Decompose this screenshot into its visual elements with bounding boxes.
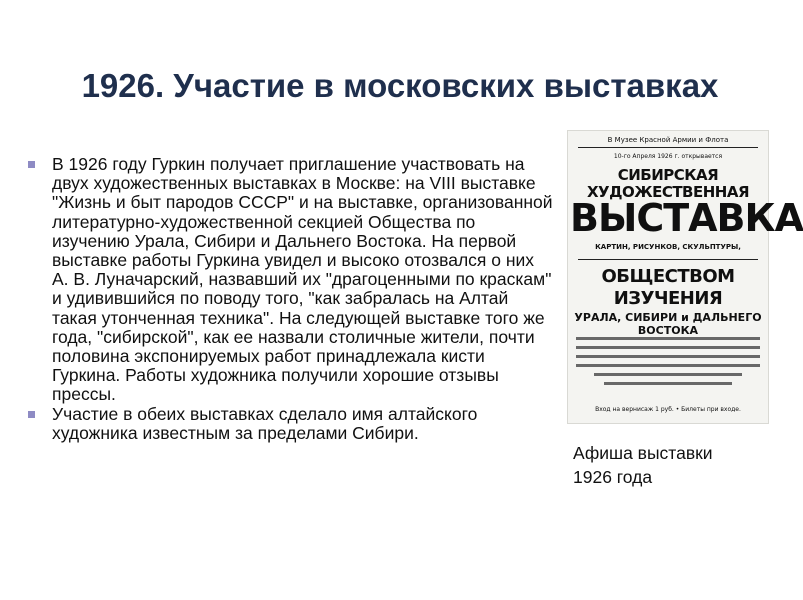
poster-caption-text: Афиша выставки 1926 года [573,443,713,487]
bullet-item [28,155,553,405]
poster-subline-1: КАРТИН, РИСУНКОВ, СКУЛЬПТУРЫ, [595,243,741,251]
poster-header: В Музее Красной Армии и Флота [607,136,729,144]
poster-subline-2: УРАЛА, СИБИРИ и ДАЛЬНЕГО ВОСТОКА [574,311,762,337]
bullet-square-icon [28,161,35,168]
poster-text-line [576,337,760,340]
poster-rule [578,147,758,148]
bullet-square-icon [28,411,35,418]
exhibition-poster-image [567,130,803,424]
poster-text-line [576,346,760,349]
poster-text-line [576,364,760,367]
poster-headline-1: СИБИРСКАЯ ХУДОЖЕСТВЕННАЯ [586,166,750,201]
poster-text-line [576,355,760,358]
poster-headline-3: ОБЩЕСТВОМ ИЗУЧЕНИЯ [601,266,735,309]
poster-rule [578,259,758,260]
poster-headline-2: ВЫСТАВКА [570,196,803,240]
slide-title: 1926. Участие в московских выставках [81,67,719,104]
poster-footer: Вход на вернисаж 1 руб. • Билеты при входе. [595,406,741,413]
bullet-item [28,405,553,443]
bullet-text: Участие в обеих выставках сделало имя алтайского художника известным за пределами Сибири. [52,403,478,443]
bullet-list [28,155,553,443]
bullet-text: В 1926 году Гуркин получает приглашение участвовать на двух художественных выставках в Москве: на VIII выставке "Жизнь и быт пародов СССР" и на выставке, организованной литературно-художественной секцией Общества по изучению Урала, Сибири и Дальнего Востока. На первой выставке работы Гуркина увидел и высоко отозвался о них А. В. Луначарский, назвавший их "драгоценными по краскам" и удивившийся по поводу того, "как забралась на Алтай такая утонченная техника". На следующей выставке того же года, "сибирской", как ее назвали столичные жители, почти половина экспонируемых работ принадлежала кисти Гуркина. Работы художника получили хорошие отзывы прессы. [52,154,553,405]
poster-caption [573,441,753,489]
poster-text-line [604,382,733,385]
poster-date-line: 10-го Апреля 1926 г. открывается [613,153,723,160]
poster-text-line [594,373,741,376]
poster-participant-lines [576,337,760,391]
